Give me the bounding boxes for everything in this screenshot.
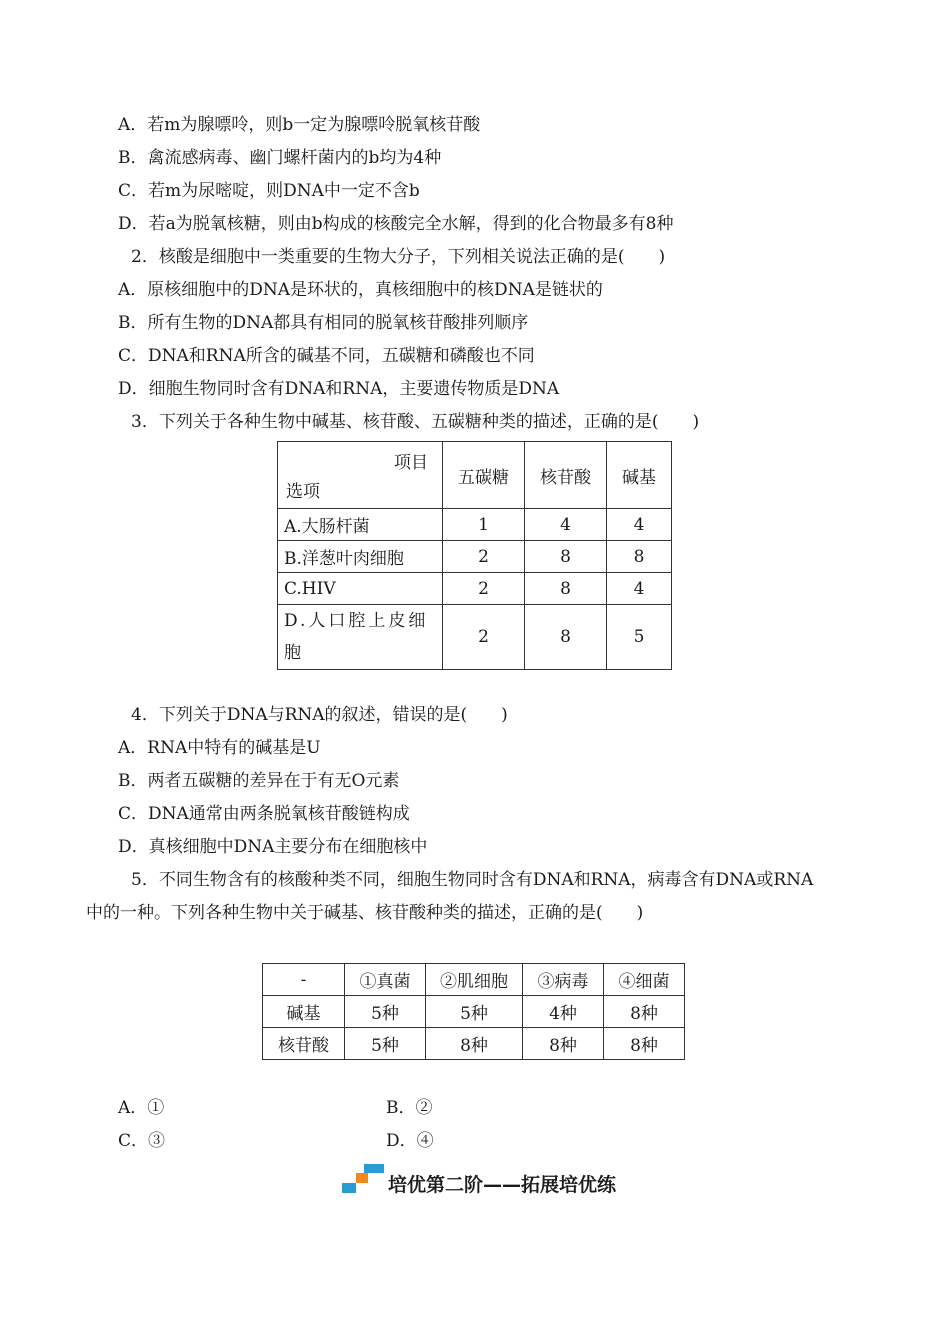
banner-step-icon xyxy=(342,1183,356,1193)
table-cell: 2 xyxy=(443,605,525,670)
table-row xyxy=(278,541,672,573)
q5-option-b: B．② xyxy=(386,1098,433,1118)
q3-row-label-line1: D.人口腔上皮细 xyxy=(284,611,429,631)
q5-header-muscle-cell: ②肌细胞 xyxy=(426,964,523,996)
table-row xyxy=(263,1028,685,1060)
q3-row-label-line2: 胞 xyxy=(284,643,301,663)
table-cell: 8种 xyxy=(604,1028,685,1060)
table-cell: 8 xyxy=(525,573,607,605)
q3-table-corner xyxy=(278,442,443,509)
table-cell: 2 xyxy=(443,573,525,605)
table-cell: 4 xyxy=(607,509,672,541)
table-cell: 4 xyxy=(525,509,607,541)
q1-option-c: C．若m为尿嘧啶，则DNA中一定不含b xyxy=(118,181,420,201)
q3-header-nucleotide: 核苷酸 xyxy=(525,442,607,509)
table-cell: 5种 xyxy=(345,996,426,1028)
q3-row-label: A.大肠杆菌 xyxy=(278,509,443,541)
table-cell: 8种 xyxy=(426,1028,523,1060)
table-cell: 8种 xyxy=(523,1028,604,1060)
table-cell: 5种 xyxy=(426,996,523,1028)
q3-header-base: 碱基 xyxy=(607,442,672,509)
table-cell: 8 xyxy=(525,541,607,573)
q5-stem-line1: 5．不同生物含有的核酸种类不同，细胞生物同时含有DNA和RNA，病毒含有DNA或RNA xyxy=(131,870,814,890)
q5-header-bacteria: ④细菌 xyxy=(604,964,685,996)
table-cell: 8 xyxy=(607,541,672,573)
q5-option-a: A．① xyxy=(118,1098,165,1118)
q2-stem: 2．核酸是细胞中一类重要的生物大分子，下列相关说法正确的是( ) xyxy=(131,247,666,267)
table-cell: 1 xyxy=(443,509,525,541)
q5-stem-line2: 中的一种。下列各种生物中关于碱基、核苷酸种类的描述，正确的是( ) xyxy=(86,903,644,923)
table-row xyxy=(263,996,685,1028)
q5-header-virus: ③病毒 xyxy=(523,964,604,996)
table-cell: 8种 xyxy=(604,996,685,1028)
q5-header-fungi: ①真菌 xyxy=(345,964,426,996)
q1-option-d: D．若a为脱氧核糖，则由b构成的核酸完全水解，得到的化合物最多有8种 xyxy=(118,214,674,234)
q3-corner-top: 项目 xyxy=(394,453,428,473)
q5-table xyxy=(262,963,685,1060)
table-cell: 8 xyxy=(525,605,607,670)
q3-corner-bottom: 选项 xyxy=(286,482,320,502)
q3-row-label: B.洋葱叶肉细胞 xyxy=(278,541,443,573)
table-cell: 5种 xyxy=(345,1028,426,1060)
q1-option-b: B．禽流感病毒、幽门螺杆菌内的b均为4种 xyxy=(118,148,442,168)
table-cell: 5 xyxy=(607,605,672,670)
table-row xyxy=(278,605,672,670)
q4-option-c: C．DNA通常由两条脱氧核苷酸链构成 xyxy=(118,804,410,824)
section-banner-title: 培优第二阶——拓展培优练 xyxy=(388,1174,617,1196)
banner-step-icon xyxy=(356,1173,368,1183)
table-row xyxy=(278,573,672,605)
q3-table xyxy=(277,441,672,670)
q3-header-pentose: 五碳糖 xyxy=(443,442,525,509)
table-cell: 4种 xyxy=(523,996,604,1028)
q4-option-b: B．两者五碳糖的差异在于有无O元素 xyxy=(118,771,400,791)
q5-header-blank: - xyxy=(263,964,345,996)
q3-stem: 3．下列关于各种生物中碱基、核苷酸、五碳糖种类的描述，正确的是( ) xyxy=(131,412,700,432)
table-cell: 2 xyxy=(443,541,525,573)
q5-row-label: 碱基 xyxy=(263,996,345,1028)
q4-option-a: A．RNA中特有的碱基是U xyxy=(118,738,321,758)
q2-option-d: D．细胞生物同时含有DNA和RNA，主要遗传物质是DNA xyxy=(118,379,560,399)
q5-option-c: C．③ xyxy=(118,1131,166,1151)
banner-step-icon xyxy=(364,1164,384,1173)
q5-option-d: D．④ xyxy=(386,1131,434,1151)
table-cell: 4 xyxy=(607,573,672,605)
table-row xyxy=(278,509,672,541)
q1-option-a: A．若m为腺嘌呤，则b一定为腺嘌呤脱氧核苷酸 xyxy=(118,115,481,135)
q4-option-d: D．真核细胞中DNA主要分布在细胞核中 xyxy=(118,837,428,857)
q2-option-b: B．所有生物的DNA都具有相同的脱氧核苷酸排列顺序 xyxy=(118,313,529,333)
q2-option-a: A．原核细胞中的DNA是环状的，真核细胞中的核DNA是链状的 xyxy=(118,280,603,300)
table-row xyxy=(263,964,685,996)
q5-row-label: 核苷酸 xyxy=(263,1028,345,1060)
q4-stem: 4．下列关于DNA与RNA的叙述，错误的是( ) xyxy=(131,705,508,725)
q3-row-label: C.HIV xyxy=(278,573,443,605)
q3-row-label xyxy=(278,605,443,670)
q2-option-c: C．DNA和RNA所含的碱基不同，五碳糖和磷酸也不同 xyxy=(118,346,535,366)
